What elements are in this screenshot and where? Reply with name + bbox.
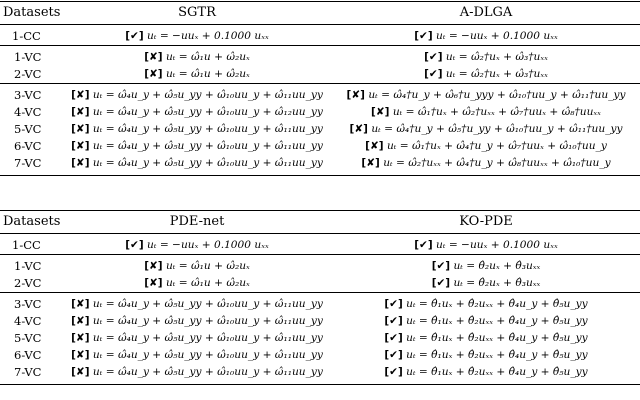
result-mark: [✘] [349, 123, 368, 135]
result-mark: [✔] [384, 366, 403, 378]
result-mark: [✘] [144, 68, 163, 80]
dataset-cell: 2-VC [14, 67, 42, 81]
equation: uₜ = θ̂₁uₓ + θ̂₂uₓₓ + θ̂₄u_y + θ̂₅u_yy [406, 349, 588, 361]
table-row [0, 347, 640, 364]
result-mark: [✘] [71, 349, 90, 361]
method-a-cell [62, 46, 332, 67]
table-row [0, 46, 640, 67]
method-b-cell [332, 121, 640, 138]
equation: uₜ = ω̂₄u_y + ω̂₅u_yy + ω̂₁₀uu_y + ω̂₁₁uu_yy [92, 157, 323, 169]
equation: uₜ = ω̂₁u + ω̂₂uₓ [165, 68, 250, 80]
equation: uₜ = ω̂₄u_y + ω̂₅u_yy + ω̂₁₀uu_y + ω̂₁₁uu_yy [92, 349, 323, 361]
method-a-cell [62, 121, 332, 138]
method-a-cell [62, 66, 332, 84]
method-a-cell [62, 155, 332, 176]
table-row [0, 293, 640, 314]
equation: uₜ = ω̂₄u_y + ω̂₅u_yy + ω̂₁₀uu_y + ω̂₁₂uu_yy [92, 106, 323, 118]
result-mark: [✔] [414, 30, 433, 42]
method-b-cell [332, 364, 640, 385]
result-mark: [✘] [71, 298, 90, 310]
result-mark: [✘] [144, 51, 163, 63]
equation: uₜ = ω̂₁u + ω̂₂uₓ [165, 260, 250, 272]
equation: uₜ = ω̂₄†u_y + ω̂₅†u_yy + ω̂₁₀†uu_y + ω̂₁₁†uu_yy [371, 123, 623, 135]
result-mark: [✘] [361, 157, 380, 169]
equation: uₜ = ω̂₂†uₓₓ + ω̂₄†u_y + ω̂₈†uuₓₓ + ω̂₁₀†uu_y [383, 157, 611, 169]
result-mark: [✔] [125, 239, 144, 251]
dataset-cell: 7-VC [0, 155, 62, 176]
table-row [0, 364, 640, 385]
table-row [0, 84, 640, 105]
header-method-a: SGTR [62, 2, 332, 25]
result-mark: [✔] [125, 30, 144, 42]
equation: uₜ = ω̂₄u_y + ω̂₅u_yy + ω̂₁₀uu_y + ω̂₁₁uu_yy [92, 123, 323, 135]
dataset-cell: 5-VC [14, 331, 42, 345]
result-mark: [✔] [414, 239, 433, 251]
result-mark: [✔] [384, 332, 403, 344]
equation: uₜ = ω̂₄u_y + ω̂₅u_yy + ω̂₁₀uu_y + ω̂₁₁uu_yy [92, 140, 323, 152]
result-mark: [✘] [346, 89, 365, 101]
result-mark: [✘] [71, 157, 90, 169]
result-mark: [✔] [384, 298, 403, 310]
method-a-cell [62, 275, 332, 293]
method-b-cell [332, 46, 640, 67]
method-a-cell [62, 25, 332, 46]
header-method-b: A-DLGA [332, 2, 640, 25]
result-mark: [✘] [365, 140, 384, 152]
table-row [0, 330, 640, 347]
table-row [0, 234, 640, 255]
result-mark: [✔] [384, 349, 403, 361]
equation: uₜ = θ̂₁uₓ + θ̂₂uₓₓ + θ̂₄u_y + θ̂₅u_yy [406, 366, 588, 378]
dataset-cell: 1-CC [12, 238, 41, 252]
results-table-pdenet-kopde [0, 210, 640, 385]
equation: uₜ = θ̂₁uₓ + θ̂₂uₓₓ + θ̂₄u_y + θ̂₅u_yy [406, 298, 588, 310]
method-b-cell [332, 313, 640, 330]
equation: uₜ = ω̂₂†uₓ + ω̂₃†uₓₓ [445, 68, 548, 80]
table-row [0, 25, 640, 46]
equation: uₜ = ω̂₄u_y + ω̂₅u_yy + ω̂₁₀uu_y + ω̂₁₁uu_yy [92, 366, 323, 378]
dataset-cell: 6-VC [14, 348, 42, 362]
result-mark: [✔] [431, 277, 451, 289]
table-row [0, 104, 640, 121]
dataset-cell: 2-VC [14, 276, 42, 290]
dataset-cell: 6-VC [14, 139, 42, 153]
result-mark: [✔] [424, 51, 443, 63]
table-row [0, 121, 640, 138]
method-b-cell [332, 255, 640, 276]
header-datasets: Datasets [0, 211, 62, 234]
result-mark: [✘] [71, 332, 90, 344]
result-mark: [✔] [431, 260, 451, 272]
results-table-sgtr-adlga [0, 1, 640, 176]
table-header-row [0, 211, 640, 234]
result-mark: [✘] [71, 123, 90, 135]
method-a-cell [62, 255, 332, 276]
method-a-cell [62, 347, 332, 364]
result-mark: [✘] [144, 277, 163, 289]
equation: uₜ = θ̂₂uₓ + θ̂₃uₓₓ [453, 277, 541, 289]
method-b-cell [332, 347, 640, 364]
method-a-cell [62, 84, 332, 105]
equation: uₜ = −uuₓ + 0.1000 uₓₓ [147, 30, 269, 42]
equation: uₜ = ω̂₄†u_y + ω̂₆†u_yyy + ω̂₁₀†uu_y + ω̂₁₁†uu_yy [368, 89, 626, 101]
method-b-cell [332, 84, 640, 105]
method-b-cell [332, 275, 640, 293]
equation: uₜ = ω̂₄u_y + ω̂₅u_yy + ω̂₁₀uu_y + ω̂₁₁uu_yy [92, 89, 323, 101]
table-row [0, 66, 640, 84]
dataset-cell: 7-VC [0, 364, 62, 385]
method-a-cell [62, 330, 332, 347]
equation: uₜ = −uuₓ + 0.1000 uₓₓ [436, 30, 558, 42]
result-mark: [✘] [144, 260, 163, 272]
method-a-cell [62, 104, 332, 121]
dataset-cell: 1-VC [0, 255, 62, 276]
method-b-cell [332, 25, 640, 46]
equation: uₜ = ω̂₁†uₓ + ω̂₂†uₓₓ + ω̂₇†uuₓ + ω̂₈†uuₓₓ [392, 106, 601, 118]
result-mark: [✔] [424, 68, 443, 80]
table-row [0, 138, 640, 155]
equation: uₜ = ω̂₁u + ω̂₂uₓ [165, 51, 250, 63]
result-mark: [✘] [71, 366, 90, 378]
dataset-cell: 4-VC [14, 105, 42, 119]
method-b-cell [332, 293, 640, 314]
result-mark: [✘] [371, 106, 390, 118]
equation: uₜ = ω̂₁†uₓ + ω̂₄†u_y + ω̂₇†uuₓ + ω̂₁₀†uu_y [386, 140, 607, 152]
header-method-b: KO-PDE [332, 211, 640, 234]
equation: uₜ = ω̂₂†uₓ + ω̂₃†uₓₓ [445, 51, 548, 63]
method-a-cell [62, 293, 332, 314]
dataset-cell: 5-VC [14, 122, 42, 136]
equation: uₜ = −uuₓ + 0.1000 uₓₓ [436, 239, 558, 251]
table-row [0, 275, 640, 293]
header-method-a: PDE-net [62, 211, 332, 234]
table-header-row [0, 2, 640, 25]
result-mark: [✔] [384, 315, 403, 327]
table-row [0, 155, 640, 176]
equation: uₜ = θ̂₁uₓ + θ̂₂uₓₓ + θ̂₄u_y + θ̂₅u_yy [406, 332, 588, 344]
equation: uₜ = ω̂₄u_y + ω̂₅u_yy + ω̂₁₀uu_y + ω̂₁₁uu_yy [92, 298, 323, 310]
equation: uₜ = θ̂₁uₓ + θ̂₂uₓₓ + θ̂₄u_y + θ̂₅u_yy [406, 315, 588, 327]
equation: uₜ = ω̂₄u_y + ω̂₅u_yy + ω̂₁₀uu_y + ω̂₁₁uu_yy [92, 332, 323, 344]
result-mark: [✘] [71, 140, 90, 152]
method-a-cell [62, 313, 332, 330]
equation: uₜ = ω̂₁u + ω̂₂uₓ [165, 277, 250, 289]
method-b-cell [332, 138, 640, 155]
header-datasets: Datasets [0, 2, 62, 25]
dataset-cell: 3-VC [0, 84, 62, 105]
table-row [0, 313, 640, 330]
table-row [0, 255, 640, 276]
method-a-cell [62, 138, 332, 155]
dataset-cell: 1-VC [0, 46, 62, 67]
result-mark: [✘] [71, 89, 90, 101]
equation: uₜ = ω̂₄u_y + ω̂₅u_yy + ω̂₁₀uu_y + ω̂₁₁uu_yy [92, 315, 323, 327]
method-b-cell [332, 330, 640, 347]
method-b-cell [332, 66, 640, 84]
equation: uₜ = θ̂₂uₓ + θ̂₃uₓₓ [453, 260, 541, 272]
result-mark: [✘] [71, 315, 90, 327]
method-a-cell [62, 234, 332, 255]
equation: uₜ = −uuₓ + 0.1000 uₓₓ [147, 239, 269, 251]
dataset-cell: 4-VC [14, 314, 42, 328]
method-b-cell [332, 234, 640, 255]
result-mark: [✘] [71, 106, 90, 118]
method-b-cell [332, 104, 640, 121]
dataset-cell: 3-VC [0, 293, 62, 314]
method-a-cell [62, 364, 332, 385]
method-b-cell [332, 155, 640, 176]
dataset-cell: 1-CC [12, 29, 41, 43]
